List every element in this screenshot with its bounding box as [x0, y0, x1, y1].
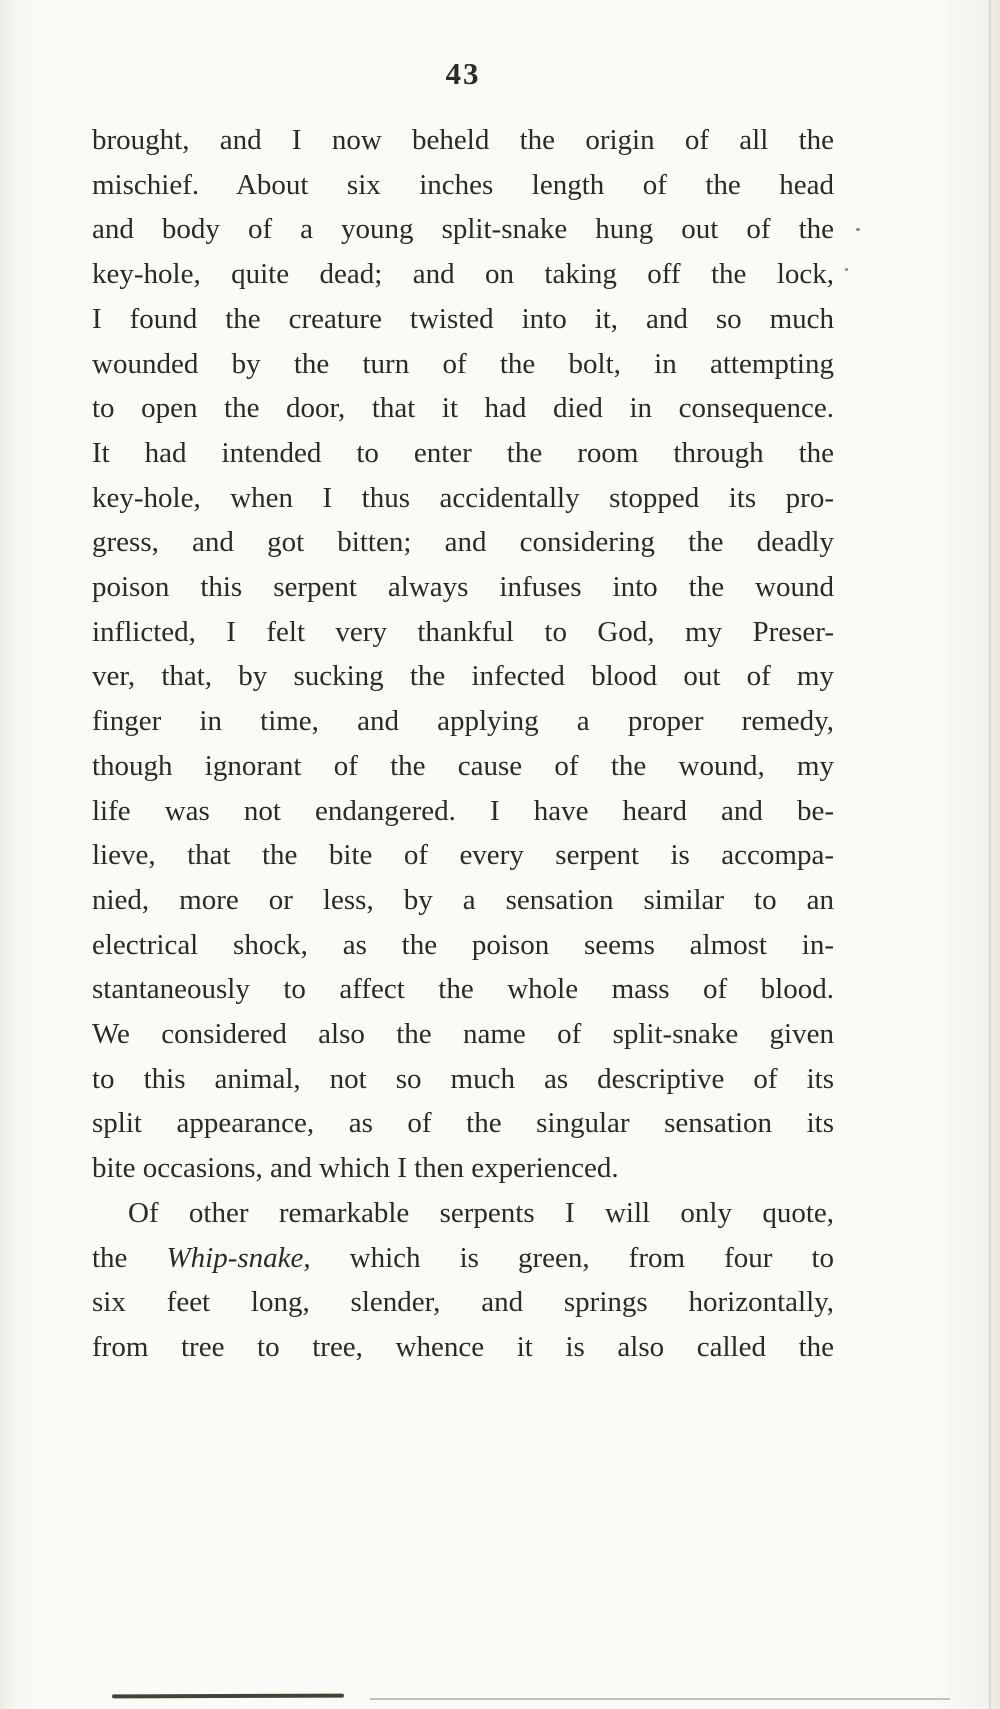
text-line: electrical shock, as the poison seems almost in-: [92, 928, 834, 961]
text-line: to this animal, not so much as descriptive of its: [92, 1062, 834, 1095]
text-line: bite occasions, and which I then experienced.: [92, 1152, 619, 1185]
text-run: the: [92, 1241, 167, 1274]
text-run: which is green, from four to: [310, 1241, 835, 1274]
page-edge-line: [989, 0, 991, 1709]
text-line: life was not endangered. I have heard and be-: [92, 794, 834, 827]
text-line: though ignorant of the cause of the wound, my: [92, 749, 834, 782]
text-line: [92, 1236, 834, 1281]
scan-mark-bottom-dark: [112, 1694, 344, 1699]
text-line: key-hole, quite dead; and on taking off the lock,: [92, 258, 834, 291]
text-line: brought, and I now beheld the origin of all the: [92, 124, 834, 156]
text-line: lieve, that the bite of every serpent is accompa-: [92, 839, 834, 872]
text-line: to open the door, that it had died in consequence.: [92, 392, 834, 425]
scan-speck: [856, 228, 860, 231]
italic-species-name: Whip-snake,: [166, 1241, 311, 1274]
text-line: We considered also the name of split-snake given: [92, 1018, 834, 1051]
page-number: 43: [445, 56, 481, 91]
text-line: Of other remarkable serpents I will only quote,: [128, 1196, 834, 1229]
body-text: [92, 118, 834, 1370]
text-line: six feet long, slender, and springs horizontally,: [92, 1286, 834, 1319]
text-line: finger in time, and applying a proper remedy,: [92, 705, 834, 738]
text-line: It had intended to enter the room through the: [92, 436, 834, 469]
text-line: poison this serpent always infuses into the wound: [92, 571, 834, 604]
text-line: I found the creature twisted into it, and so much: [92, 302, 834, 335]
text-line: nied, more or less, by a sensation similar to an: [92, 883, 834, 916]
scan-speck: [845, 268, 848, 271]
scan-mark-bottom-light: [370, 1698, 950, 1700]
text-line: key-hole, when I thus accidentally stopped its pro-: [92, 481, 834, 514]
text-line: wounded by the turn of the bolt, in attempting: [92, 347, 834, 380]
text-line: gress, and got bitten; and considering the deadly: [92, 526, 834, 559]
text-line: and body of a young split-snake hung out of the: [92, 213, 834, 246]
text-line: ver, that, by sucking the infected blood out of my: [92, 660, 834, 693]
text-line: inflicted, I felt very thankful to God, my Preser-: [92, 615, 834, 648]
text-line: mischief. About six inches length of the head: [92, 168, 834, 201]
text-line: from tree to tree, whence it is also called the: [92, 1330, 834, 1363]
text-line: split appearance, as of the singular sensation its: [92, 1107, 834, 1140]
text-line: stantaneously to affect the whole mass of blood.: [92, 973, 834, 1006]
